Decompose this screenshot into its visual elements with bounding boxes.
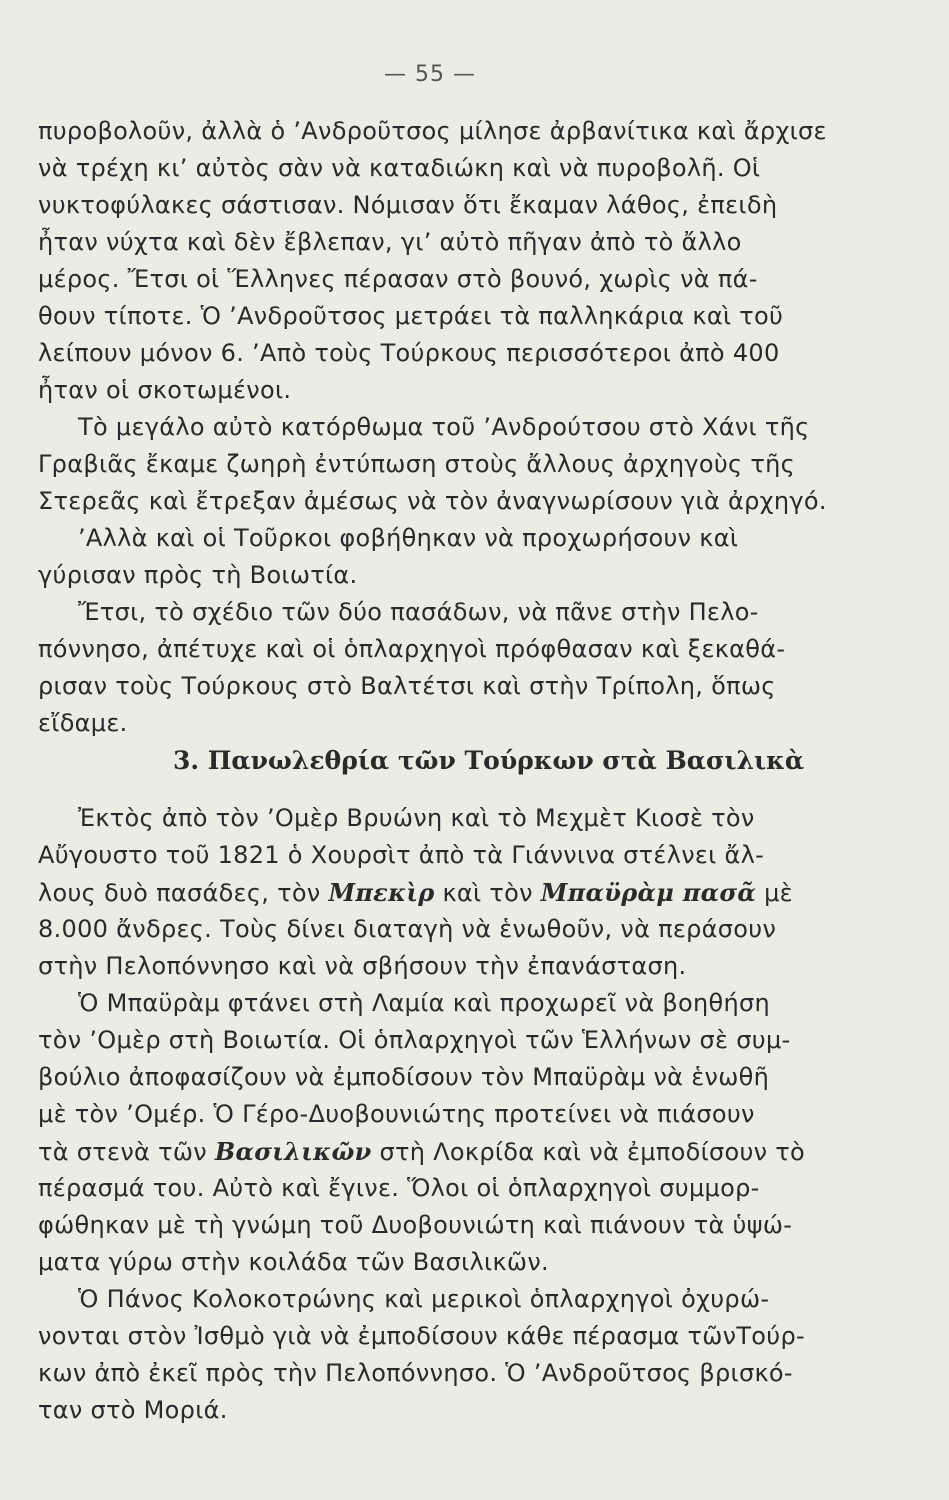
text-line: γύρισαν πρὸς τὴ Βοιωτία.: [38, 561, 358, 589]
text-line: ματα γύρω στὴν κοιλάδα τῶν Βασιλικῶν.: [38, 1248, 549, 1276]
text-run: τὰ στενὰ τῶν: [38, 1138, 215, 1166]
text-line: βούλιο ἀποφασίζουν νὰ ἐμποδίσουν τὸν Μπαϋρὰμ νὰ ἑνωθῆ: [38, 1063, 770, 1091]
section-heading: 3. Πανωλεθρία τῶν Τούρκων στὰ Βασιλικὰ: [173, 746, 805, 775]
text-line: πέρασμά του. Αὐτὸ καὶ ἔγινε. Ὅλοι οἱ ὁπλαρχηγοὶ συμμορ-: [38, 1174, 760, 1202]
text-run: στὴ Λοκρίδα καὶ νὰ ἐμποδίσουν τὸ: [371, 1138, 806, 1166]
text-line: πόννησο, ἀπέτυχε καὶ οἱ ὁπλαρχηγοὶ πρόφθασαν καὶ ξεκαθά-: [38, 635, 786, 663]
text-line: μέρος. Ἔτσι οἱ Ἕλληνες πέρασαν στὸ βουνό, χωρὶς νὰ πά-: [38, 265, 758, 293]
text-line: τὸν ’Ομὲρ στὴ Βοιωτία. Οἱ ὁπλαρχηγοὶ τῶν Ἑλλήνων σὲ συμ-: [38, 1026, 791, 1054]
text-line: Αὔγουστο τοῦ 1821 ὁ Χουρσὶτ ἀπὸ τὰ Γιάννινα στέλνει ἄλ-: [38, 841, 765, 869]
emphasis-name: Μπαϋρὰμ πασᾶ: [540, 878, 757, 907]
text-line: πυροβολοῦν, ἀλλὰ ὁ ’Ανδροῦτσος μίλησε ἀρβανίτικα καὶ ἄρχισε: [38, 117, 827, 145]
text-line: ρισαν τοὺς Τούρκους στὸ Βαλτέτσι καὶ στὴν Τρίπολη, ὅπως: [38, 672, 776, 700]
text-line: ταν στὸ Μοριά.: [38, 1396, 228, 1424]
text-line: [38, 1133, 873, 1170]
text-line: ἦταν νύχτα καὶ δὲν ἔβλεπαν, γι’ αὐτὸ πῆγαν ἀπὸ τὸ ἄλλο: [38, 228, 742, 256]
emphasis-name: Βασιλικῶν: [214, 1137, 372, 1166]
text-line: στὴν Πελοπόννησο καὶ νὰ σβήσουν τὴν ἐπανάσταση.: [38, 952, 687, 980]
text-line: Ὁ Μπαϋρὰμ φτάνει στὴ Λαμία καὶ προχωρεῖ νὰ βοηθήση: [78, 989, 770, 1017]
text-line: θουν τίποτε. Ὁ ’Ανδροῦτσος μετράει τὰ παλληκάρια καὶ τοῦ: [38, 302, 784, 330]
text-line: νονται στὸν Ἰσθμὸ γιὰ νὰ ἐμποδίσουν κάθε πέρασμα τῶνΤούρ-: [38, 1322, 805, 1350]
section-heading-block: [38, 726, 873, 796]
text-line: Στερεᾶς καὶ ἔτρεξαν ἀμέσως νὰ τὸν ἀναγνωρίσουν γιὰ ἀρχηγό.: [38, 487, 827, 515]
text-line: Ὁ Πάνος Κολοκοτρώνης καὶ μερικοὶ ὁπλαρχηγοὶ ὀχυρώ-: [78, 1285, 770, 1313]
page-number: — 55 —: [384, 62, 476, 87]
text-line: νυκτοφύλακες σάστισαν. Νόμισαν ὅτι ἔκαμαν λάθος, ἐπειδὴ: [38, 191, 778, 219]
text-line: Τὸ μεγάλο αὐτὸ κατόρθωμα τοῦ ’Ανδρούτσου στὸ Χάνι τῆς: [78, 413, 810, 441]
text-run: λους δυὸ πασάδες, τὸν: [38, 879, 329, 907]
text-run: καὶ τὸν: [434, 879, 541, 907]
text-line: 8.000 ἄνδρες. Τοὺς δίνει διαταγὴ νὰ ἑνωθοῦν, νὰ περάσουν: [38, 915, 777, 943]
text-run: μὲ: [756, 879, 793, 907]
text-line: ’Αλλὰ καὶ οἱ Τοῦρκοι φοβήθηκαν νὰ προχωρήσουν καὶ: [78, 524, 739, 552]
text-line: εἴδαμε.: [38, 709, 128, 737]
text-line: [38, 874, 873, 911]
text-line: Γραβιᾶς ἔκαμε ζωηρὴ ἐντύπωση στοὺς ἄλλους ἀρχηγοὺς τῆς: [38, 450, 795, 478]
text-line: λείπουν μόνον 6. ’Απὸ τοὺς Τούρκους περισσότεροι ἀπὸ 400: [38, 339, 780, 367]
text-line: μὲ τὸν ’Ομέρ. Ὁ Γέρο-Δυοβουνιώτης προτείνει νὰ πιάσουν: [38, 1100, 755, 1128]
text-line: νὰ τρέχη κι’ αὐτὸς σὰν νὰ καταδιώκη καὶ νὰ πυροβολῆ. Οἱ: [38, 154, 761, 182]
text-line: κων ἀπὸ ἐκεῖ πρὸς τὴν Πελοπόννησο. Ὁ ’Ανδροῦτσος βρισκό-: [38, 1359, 793, 1387]
emphasis-name: Μπεκὶρ: [328, 878, 435, 907]
text-line: φώθηκαν μὲ τὴ γνώμη τοῦ Δυοβουνιώτη καὶ πιάνουν τὰ ὑψώ-: [38, 1211, 793, 1239]
section-b-text: [38, 800, 873, 1429]
text-line: Ἐκτὸς ἀπὸ τὸν ’Ομὲρ Βρυώνη καὶ τὸ Μεχμὲτ Κιοσὲ τὸν: [78, 804, 755, 832]
section-a-text: [38, 113, 873, 742]
text-line: Ἔτσι, τὸ σχέδιο τῶν δύο πασάδων, νὰ πᾶνε στὴν Πελο-: [78, 598, 759, 626]
text-line: ἦταν οἱ σκοτωμένοι.: [38, 376, 292, 404]
